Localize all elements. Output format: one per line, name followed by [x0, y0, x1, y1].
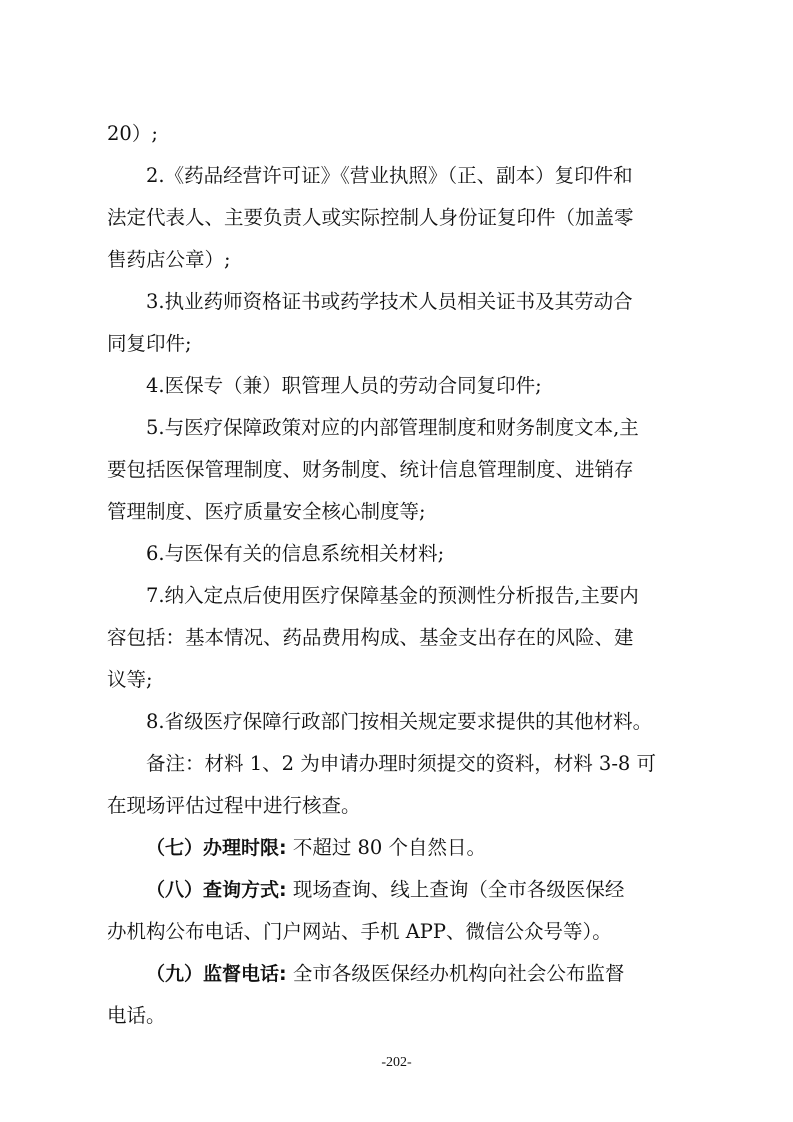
text-line: 管理制度、医疗质量安全核心制度等; — [107, 500, 426, 523]
section-heading: （八）查询方式: — [146, 879, 287, 901]
text-line: 3.执业药师资格证书或药学技术人员相关证书及其劳动合 — [146, 290, 633, 313]
text-line: 7.纳入定点后使用医疗保障基金的预测性分析报告,主要内 — [146, 584, 639, 607]
text-line: 法定代表人、主要负责人或实际控制人身份证复印件（加盖零 — [107, 206, 634, 229]
section-line — [146, 880, 624, 900]
text-line: 8.省级医疗保障行政部门按相关规定要求提供的其他材料。 — [146, 710, 653, 733]
text-line: 要包括医保管理制度、财务制度、统计信息管理制度、进销存 — [107, 458, 634, 481]
section-heading: （九）监督电话: — [146, 963, 287, 985]
text-line: 4.医保专（兼）职管理人员的劳动合同复印件; — [146, 374, 542, 397]
text-line: 办机构公布电话、门户网站、手机 APP、微信公众号等）。 — [107, 920, 612, 943]
text-line: 同复印件; — [107, 332, 192, 355]
section-text: 不超过 80 个自然日。 — [292, 836, 487, 859]
text-line: 电话。 — [107, 1004, 166, 1027]
text-line: 售药店公章）; — [107, 248, 231, 271]
section-line — [146, 964, 624, 984]
text-line: 议等; — [107, 668, 153, 691]
text-line: 5.与医疗保障政策对应的内部管理制度和财务制度文本,主 — [146, 416, 639, 439]
section-line — [146, 838, 486, 858]
text-line: 备注：材料 1、2 为申请办理时须提交的资料，材料 3-8 可 — [146, 752, 657, 775]
text-line: 6.与医保有关的信息系统相关材料; — [146, 542, 445, 565]
section-text: 现场查询、线上查询（全市各级医保经 — [292, 878, 625, 901]
text-line: 20）; — [107, 122, 158, 145]
text-line: 在现场评估过程中进行核查。 — [107, 794, 361, 817]
section-heading: （七）办理时限: — [146, 837, 287, 859]
text-line: 2.《药品经营许可证》《营业执照》（正、副本）复印件和 — [146, 164, 633, 187]
text-line: 容包括：基本情况、药品费用构成、基金支出存在的风险、建 — [107, 626, 634, 649]
section-text: 全市各级医保经办机构向社会公布监督 — [292, 962, 625, 985]
page-number: -202- — [381, 1055, 412, 1070]
